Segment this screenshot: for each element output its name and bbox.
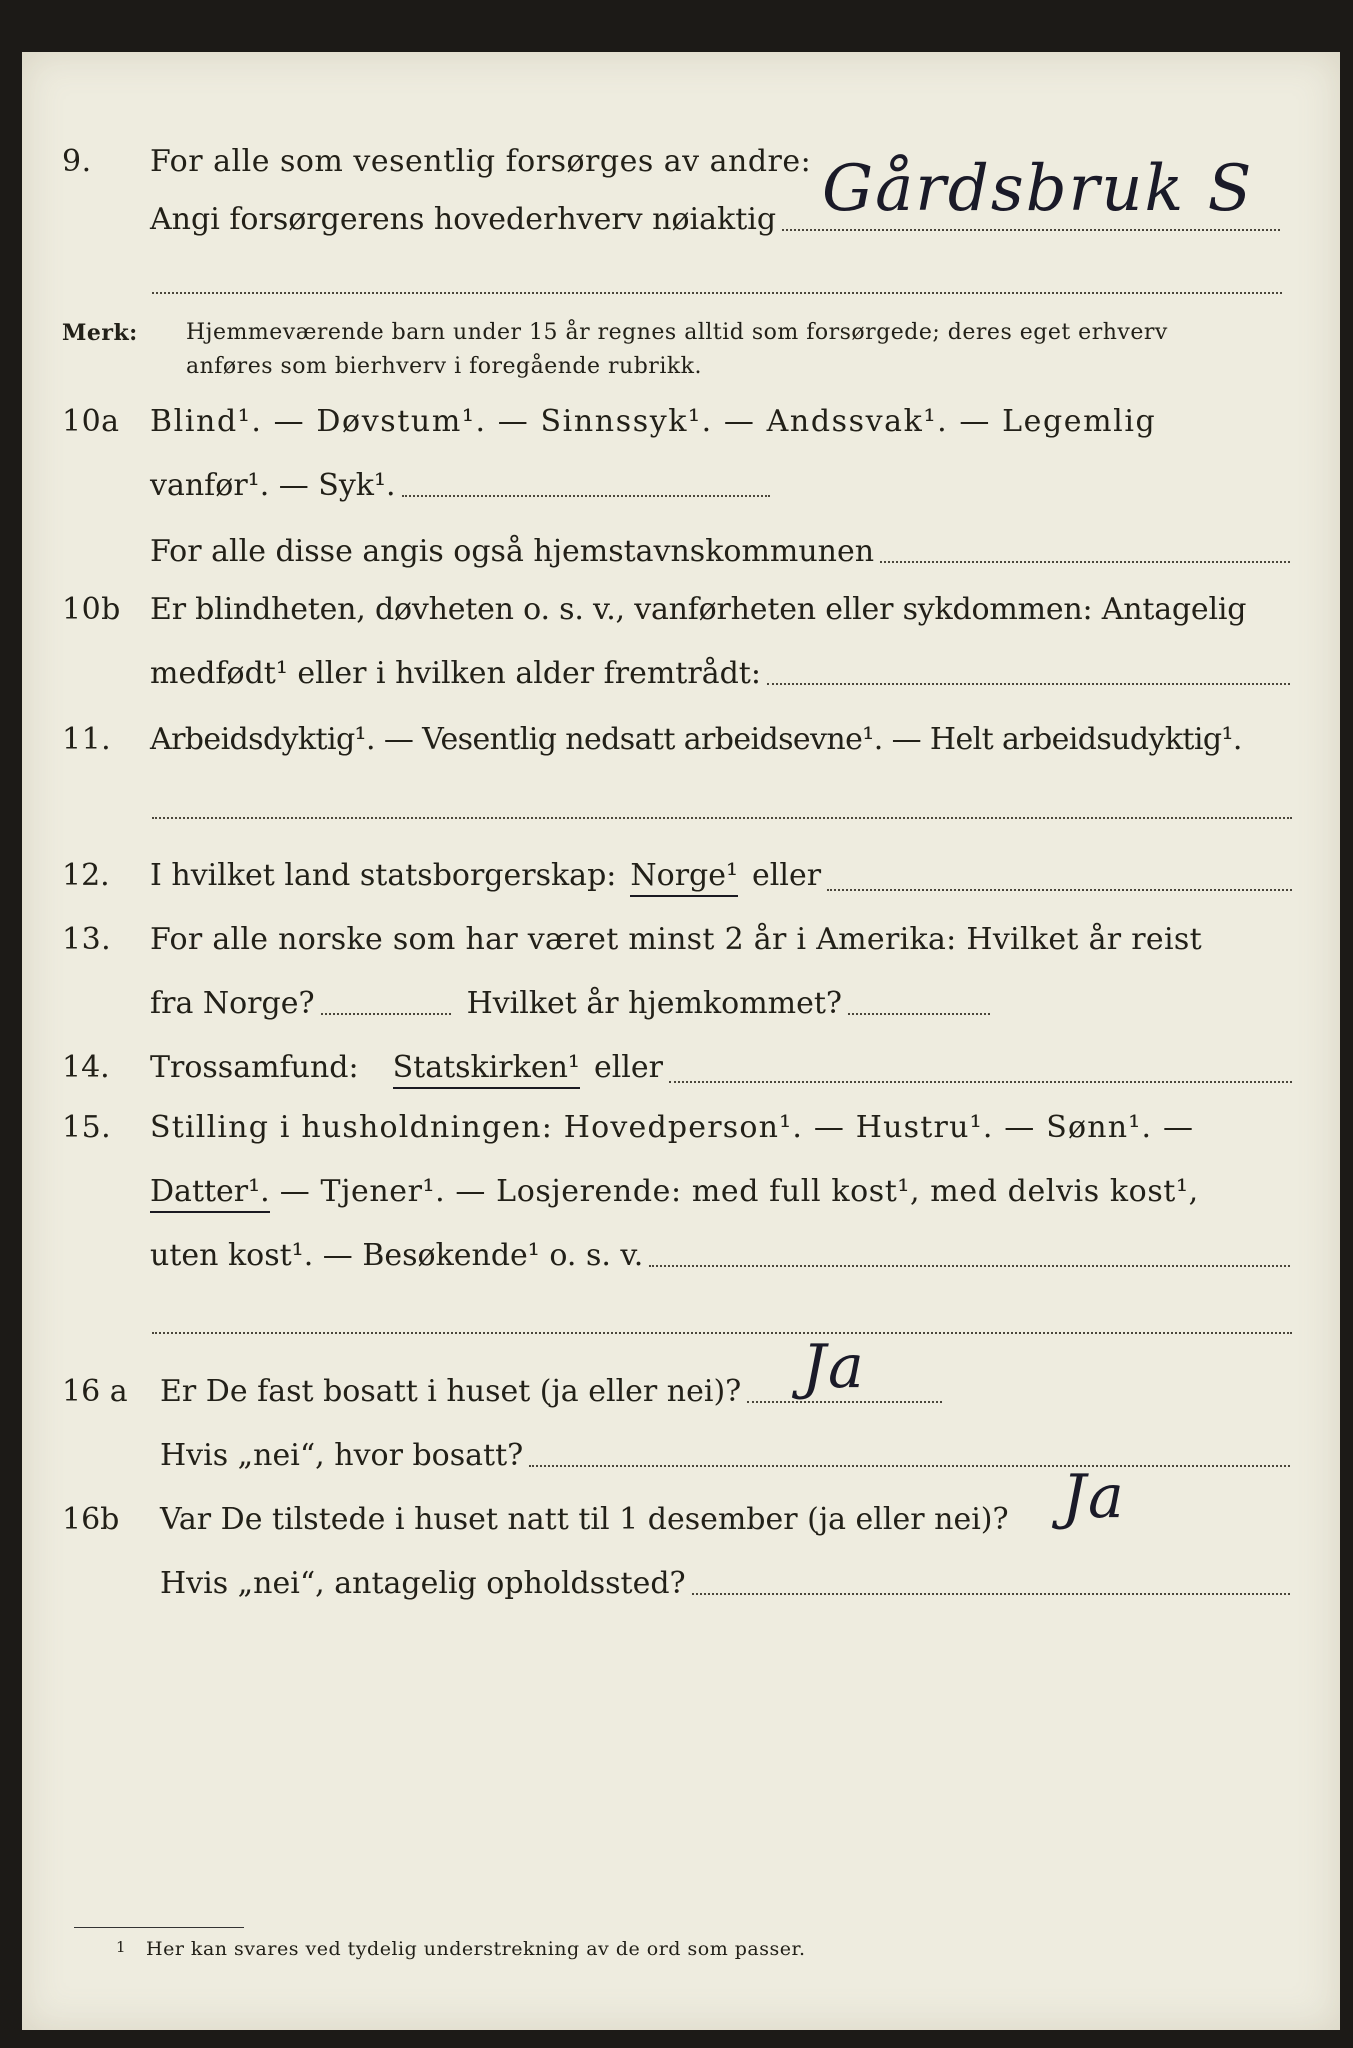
question-text: Arbeidsdyktig¹. — Vesentlig nedsatt arbeidsevne¹. — Helt arbeidsudyktig¹. bbox=[150, 722, 1242, 757]
selected-option: Statskirken¹ bbox=[393, 1050, 580, 1089]
question-10a-line3 bbox=[150, 534, 1290, 569]
answer-line bbox=[402, 495, 770, 497]
answer-line bbox=[529, 1465, 1290, 1467]
footnote-text: Her kan svares ved tydelig understrekning av de ord som passer. bbox=[146, 1938, 806, 1960]
question-text: I hvilket land statsborgerskap: bbox=[150, 858, 617, 893]
question-text: For alle norske som har været minst 2 år i Amerika: Hvilket år reist bbox=[150, 922, 1202, 957]
answer-line bbox=[880, 561, 1290, 563]
note-text: anføres som bierhverv i foregående rubrikk. bbox=[186, 354, 703, 379]
question-12 bbox=[62, 858, 1292, 897]
question-number: 14. bbox=[62, 1050, 110, 1085]
question-text: vanfør¹. — Syk¹. bbox=[150, 468, 396, 503]
question-13-line2 bbox=[150, 986, 990, 1021]
question-15-line2 bbox=[150, 1174, 1290, 1213]
answer-line bbox=[152, 292, 1282, 294]
answer-line bbox=[848, 1013, 990, 1015]
question-number: 15. bbox=[62, 1110, 112, 1145]
question-text: — Tjener¹. — Losjerende: med full kost¹, med delvis kost¹, bbox=[279, 1174, 1199, 1209]
question-text: uten kost¹. — Besøkende¹ o. s. v. bbox=[150, 1238, 644, 1273]
footnote-mark: 1 bbox=[116, 1938, 127, 1956]
question-16b bbox=[62, 1502, 1062, 1537]
question-number: 10a bbox=[62, 404, 120, 439]
question-number: 13. bbox=[62, 922, 112, 957]
question-text: eller bbox=[752, 858, 822, 893]
question-text: For alle som vesentlig forsørges av andre: bbox=[150, 144, 812, 179]
question-number: 16 a bbox=[62, 1374, 128, 1409]
answer-line bbox=[767, 683, 1290, 685]
question-number: 10b bbox=[62, 592, 121, 627]
question-text: Hvis „nei“, hvor bosatt? bbox=[160, 1438, 524, 1473]
handwritten-answer: Gårdsbruk S bbox=[822, 152, 1254, 226]
question-text: Stilling i husholdningen: Hovedperson¹. — Hustru¹. — Sønn¹. — bbox=[150, 1110, 1195, 1145]
question-10b-line2 bbox=[150, 656, 1290, 691]
question-text: Var De tilstede i huset natt til 1 desember (ja eller nei)? bbox=[160, 1502, 1009, 1537]
question-10a-line2 bbox=[150, 468, 770, 503]
answer-line bbox=[152, 1332, 1292, 1334]
census-form-page bbox=[22, 52, 1340, 2030]
question-text: Hvis „nei“, antagelig opholdssted? bbox=[160, 1566, 686, 1601]
question-text: Er blindheten, døvheten o. s. v., vanførheten eller sykdommen: Antagelig bbox=[150, 592, 1247, 627]
selected-option: Norge¹ bbox=[630, 858, 738, 897]
question-text: Er De fast bosatt i huset (ja eller nei)? bbox=[160, 1374, 742, 1409]
question-text: Hvilket år hjemkommet? bbox=[466, 986, 843, 1021]
question-15-line3 bbox=[150, 1238, 1290, 1273]
handwritten-answer: Ja bbox=[802, 1332, 866, 1402]
question-text: For alle disse angis også hjemstavnskommunen bbox=[150, 534, 875, 569]
answer-line bbox=[152, 817, 1292, 819]
question-text: Angi forsørgerens hovederhverv nøiaktig bbox=[150, 202, 777, 237]
question-14 bbox=[62, 1050, 1292, 1089]
answer-line bbox=[782, 229, 1280, 231]
question-text: Trossamfund: bbox=[150, 1050, 359, 1085]
question-number: 9. bbox=[62, 144, 92, 179]
answer-line bbox=[669, 1081, 1292, 1083]
question-number: 16b bbox=[62, 1502, 120, 1537]
question-text: fra Norge? bbox=[150, 986, 315, 1021]
question-text: Blind¹. — Døvstum¹. — Sinnssyk¹. — Andssvak¹. — Legemlig bbox=[150, 404, 1157, 439]
selected-option: Datter¹. bbox=[150, 1174, 270, 1213]
answer-line bbox=[827, 889, 1292, 891]
question-number: 11. bbox=[62, 722, 112, 757]
answer-line bbox=[692, 1593, 1290, 1595]
question-text: eller bbox=[593, 1050, 663, 1085]
footnote-divider bbox=[74, 1927, 244, 1928]
answer-line bbox=[649, 1265, 1290, 1267]
answer-line bbox=[321, 1013, 451, 1015]
question-text: medfødt¹ eller i hvilken alder fremtrådt: bbox=[150, 656, 761, 691]
question-number: 12. bbox=[62, 858, 110, 893]
note-label: Merk: bbox=[62, 320, 138, 346]
question-16b-line2 bbox=[160, 1566, 1290, 1601]
note-text: Hjemmeværende barn under 15 år regnes alltid som forsørgede; deres eget erhverv bbox=[186, 320, 1168, 345]
handwritten-answer: Ja bbox=[1062, 1462, 1126, 1532]
